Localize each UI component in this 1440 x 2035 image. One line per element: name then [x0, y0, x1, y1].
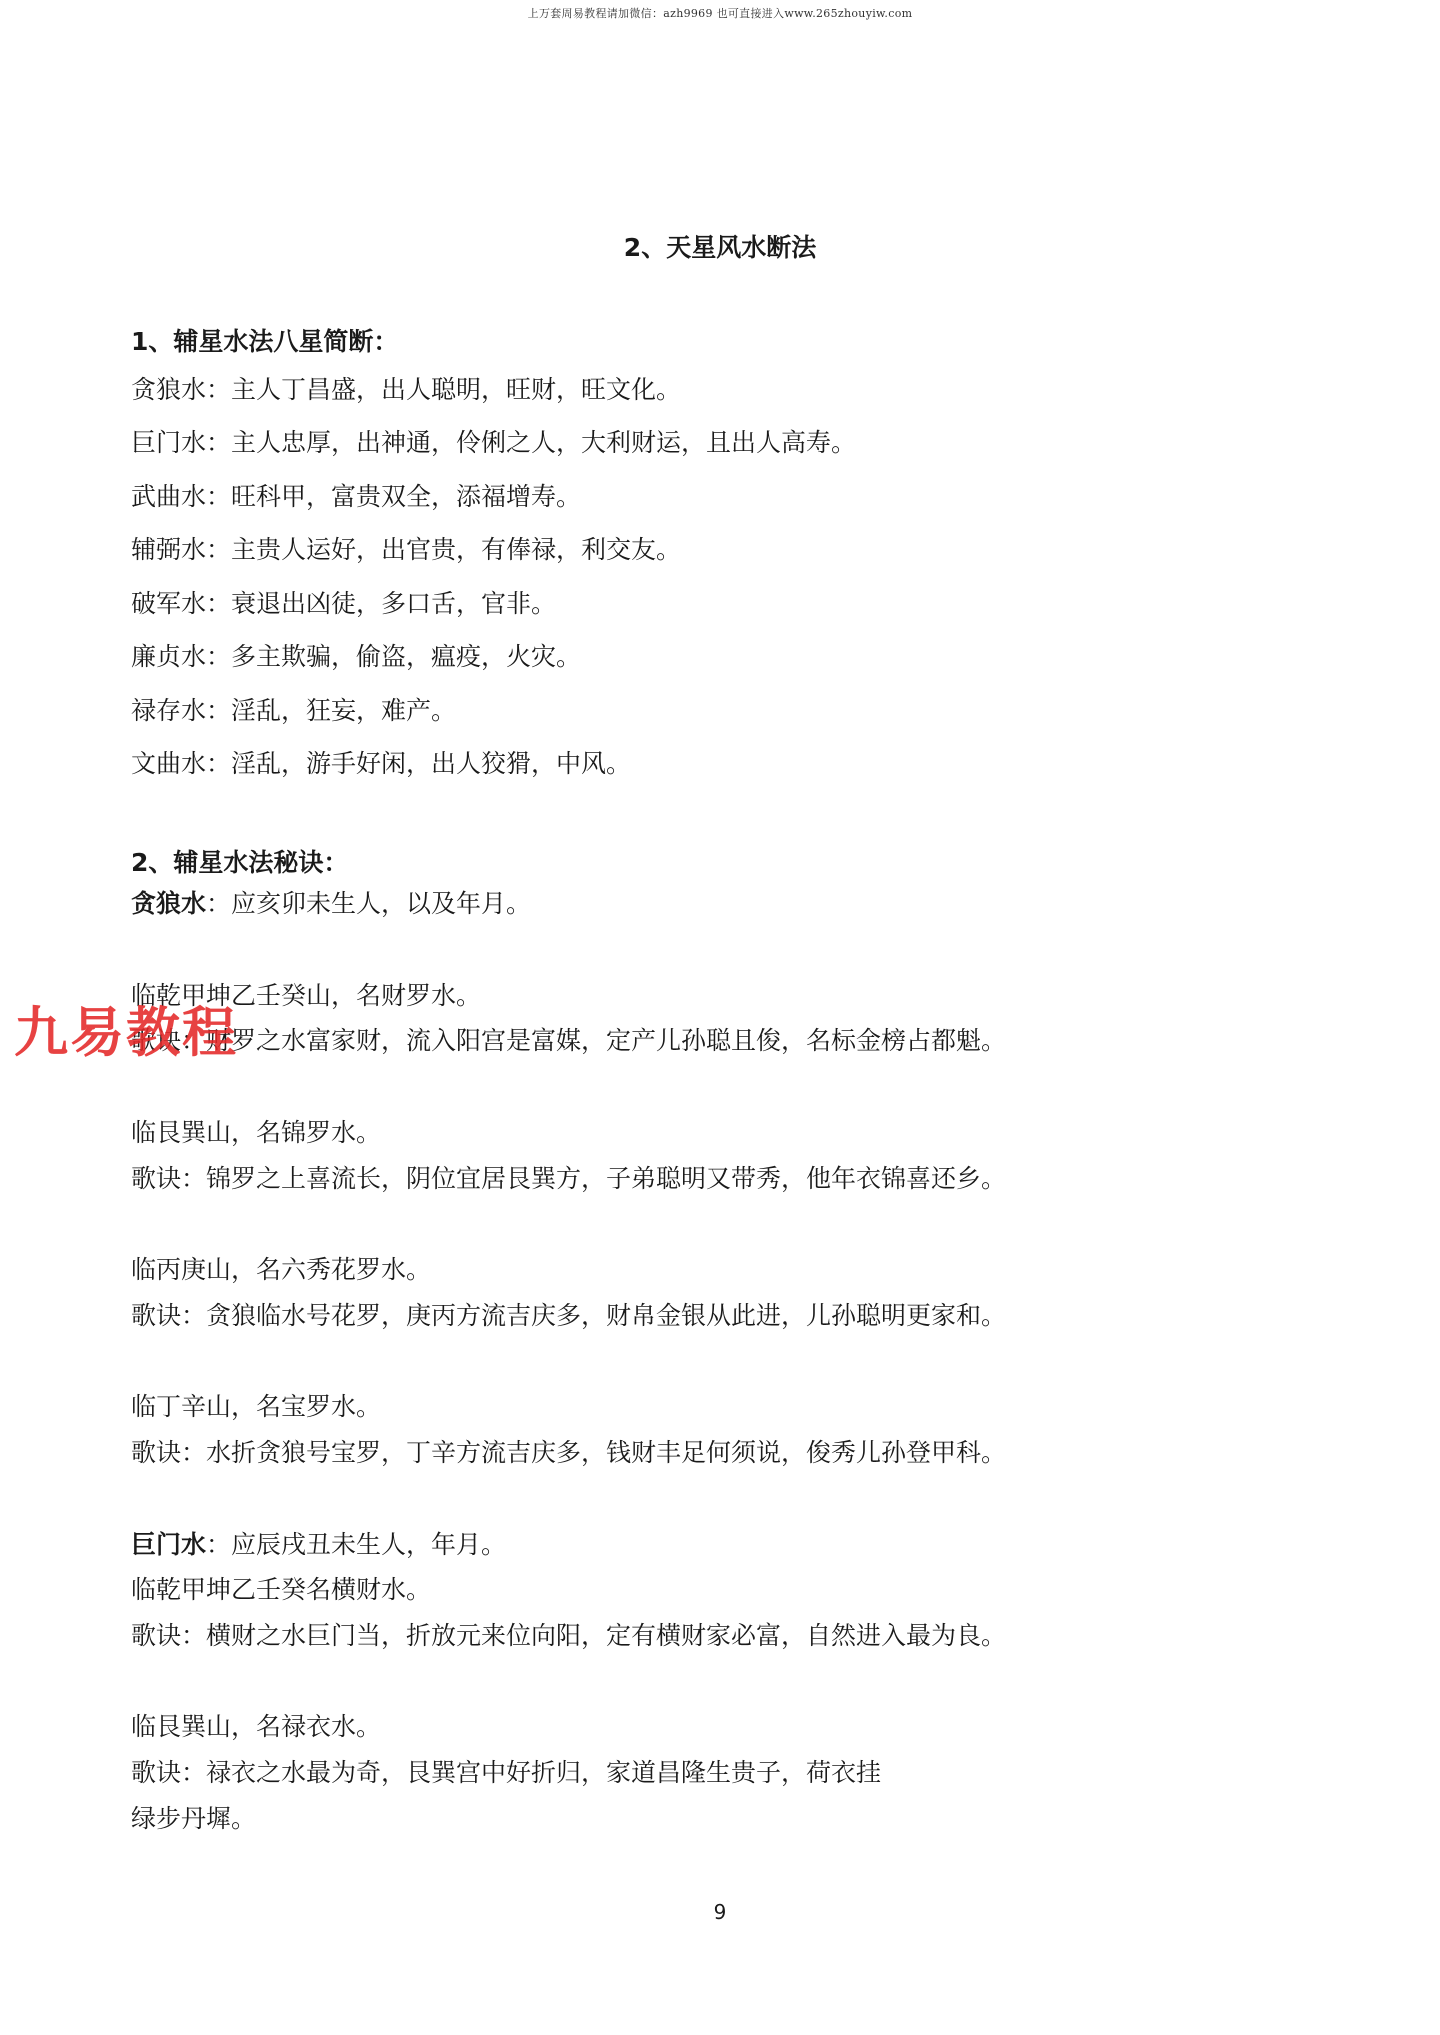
verse-title: 临艮巽山，名禄衣水。 [131, 1712, 382, 1741]
star-water-line: 贪狼水：主人丁昌盛，出人聪明，旺财，旺文化。 [131, 375, 682, 404]
star-water-line: 巨门水：主人忠厚，出神通，伶俐之人，大利财运，且出人高寿。 [131, 428, 857, 457]
verse-text: 歌诀：贪狼临水号花罗，庚丙方流吉庆多，财帛金银从此进，儿孙聪明更家和。 [131, 1301, 1007, 1330]
watermark-logo: 九易教程 [14, 1001, 238, 1064]
jumen-label: 巨门水 [131, 1530, 207, 1559]
verse-title: 临艮巽山，名锦罗水。 [131, 1118, 382, 1147]
verse-text: 歌诀：水折贪狼号宝罗，丁辛方流吉庆多，钱财丰足何须说，俊秀儿孙登甲科。 [131, 1438, 1007, 1467]
verse-text: 歌诀：禄衣之水最为奇，艮巽宫中好折归，家道昌隆生贵子，荷衣挂 [131, 1758, 882, 1787]
section-1-heading: 1、辅星水法八星简断： [131, 327, 399, 356]
verse-title: 临乾甲坤乙壬癸名横财水。 [131, 1575, 432, 1604]
section-2-heading: 2、辅星水法秘诀： [131, 848, 349, 877]
verse-title: 临乾甲坤乙壬癸山，名财罗水。 [131, 981, 482, 1010]
page-number: 9 [713, 1900, 727, 1924]
tanlang-label: 贪狼水 [131, 889, 207, 918]
tanlang-intro [131, 887, 531, 921]
page-title: 2、天星风水断法 [623, 233, 817, 262]
star-water-line: 武曲水：旺科甲，富贵双全，添福增寿。 [131, 482, 582, 511]
star-water-line: 辅弼水：主贵人运好，出官贵，有俸禄，利交友。 [131, 535, 682, 564]
verse-text: 歌诀：锦罗之上喜流长，阴位宜居艮巽方，子弟聪明又带秀，他年衣锦喜还乡。 [131, 1164, 1007, 1193]
star-water-line: 破军水：衰退出凶徒，多口舌，官非。 [131, 589, 557, 618]
verse-text: 歌诀：财罗之水富家财，流入阳宫是富媒，定产儿孙聪且俊，名标金榜占都魁。 [131, 1026, 1007, 1055]
header-note: 上万套周易教程请加微信：azh9969 也可直接进入www.265zhouyiw.com [527, 7, 913, 20]
verse-title: 临丙庚山，名六秀花罗水。 [131, 1255, 432, 1284]
star-water-line: 禄存水：淫乱，狂妄，难产。 [131, 696, 457, 725]
star-water-line: 廉贞水：多主欺骗，偷盗，瘟疫，火灾。 [131, 642, 582, 671]
jumen-text: ：应辰戌丑未生人，年月。 [206, 1530, 507, 1559]
verse-text: 绿步丹墀。 [131, 1804, 257, 1833]
verse-text: 歌诀：横财之水巨门当，折放元来位向阳，定有横财家必富，自然进入最为良。 [131, 1621, 1007, 1650]
star-water-line: 文曲水：淫乱，游手好闲，出人狡猾，中风。 [131, 749, 632, 778]
tanlang-text: ：应亥卯未生人，以及年月。 [206, 889, 532, 918]
verse-title: 临丁辛山，名宝罗水。 [131, 1392, 382, 1421]
jumen-intro [131, 1528, 506, 1562]
